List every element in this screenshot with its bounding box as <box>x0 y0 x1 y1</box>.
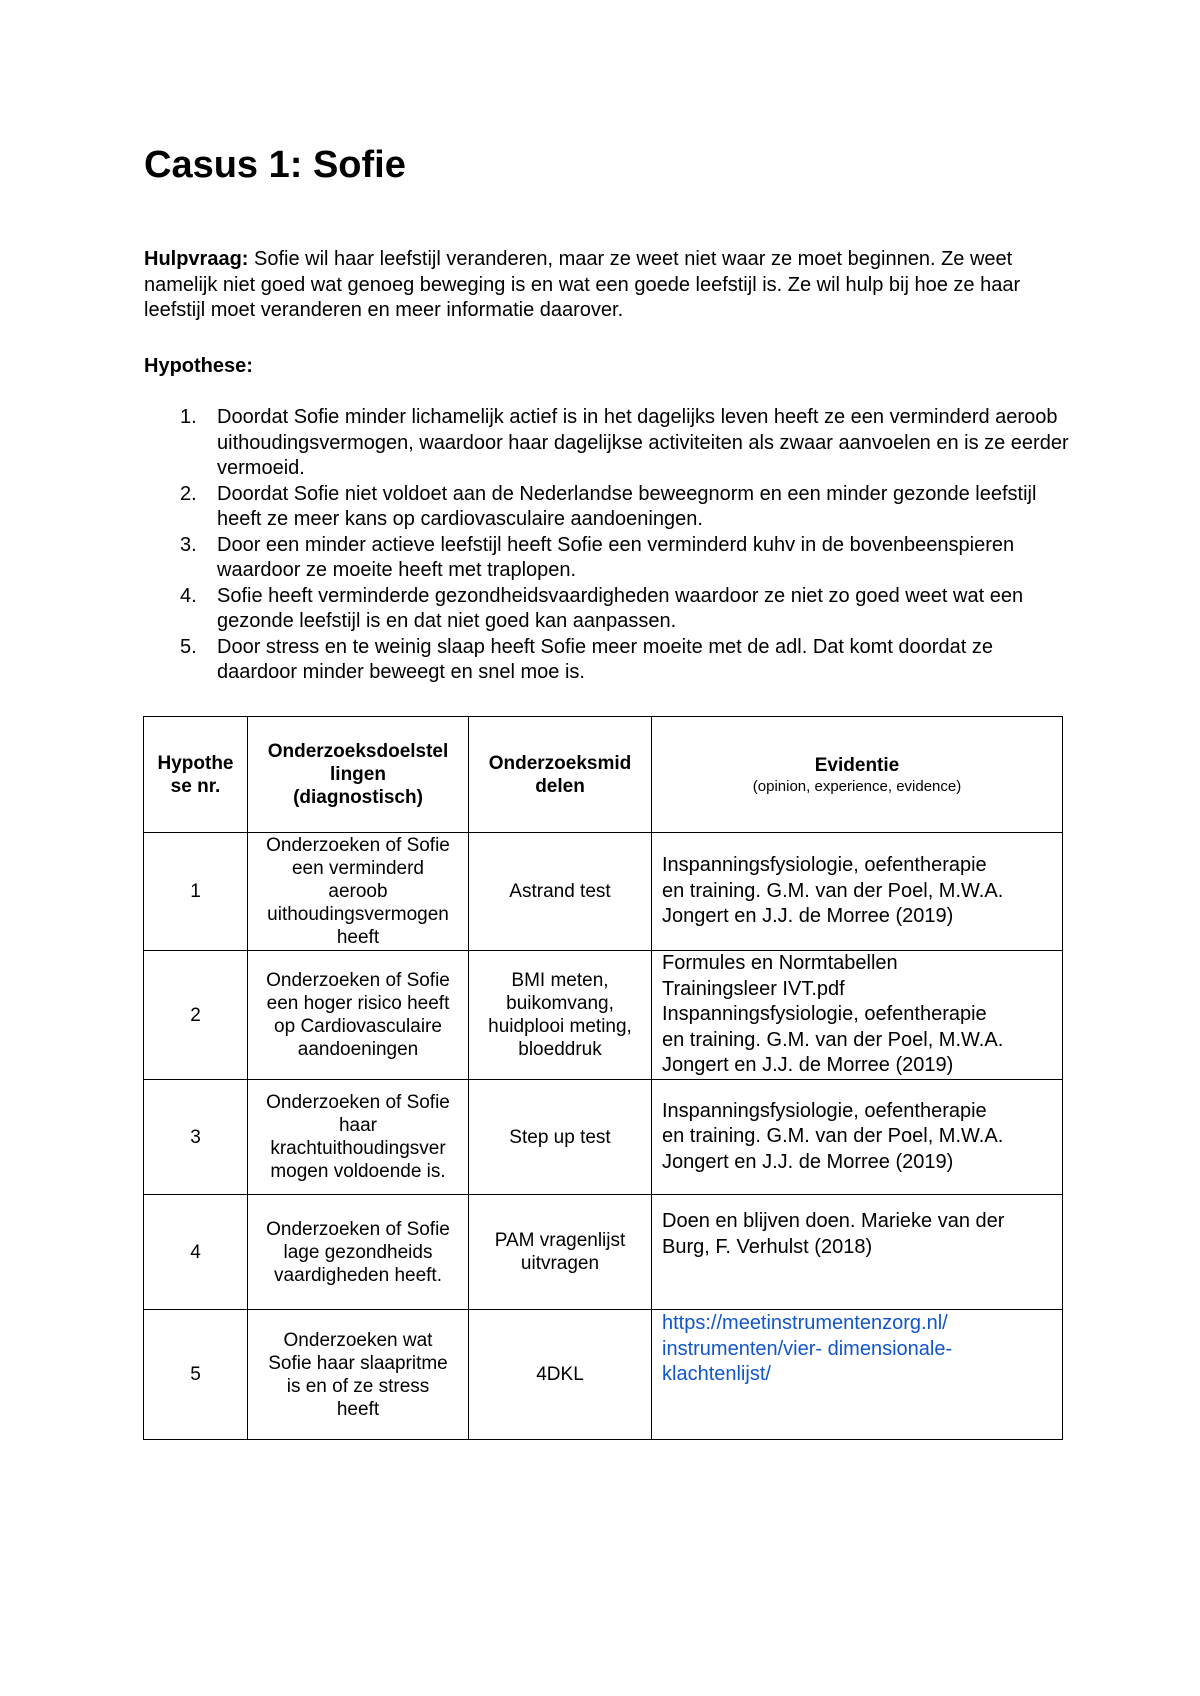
hypothesis-number: 4. <box>180 584 197 607</box>
cell-hypothesis-nr: 4 <box>144 1195 248 1310</box>
table-row <box>144 1195 1063 1310</box>
cell-hypothesis-nr: 5 <box>144 1310 248 1440</box>
hypothesis-text: Sofie heeft verminderde gezondheidsvaardigheden waardoor ze niet zo goed weet wat een gezonde leefstijl is en dat niet goed kan aanpassen. <box>217 584 1024 632</box>
cell-research-goal: Onderzoeken wat Sofie haar slaapritme is en of ze stress heeft <box>248 1310 469 1440</box>
cell-hypothesis-nr: 2 <box>144 951 248 1080</box>
help-question-text: Sofie wil haar leefstijl veranderen, maar ze weet niet waar ze moet beginnen. Ze weet namelijk niet goed wat genoeg beweging is en wat een goede leefstijl is. Ze wil hulp bij hoe ze haar leefstijl moet veranderen en meer informatie daarover. <box>144 248 1021 321</box>
evidence-link[interactable]: https://meetinstrumentenzorg.nl/ instrumenten/vier- dimensionale- klachtenlijst/ <box>662 1312 953 1385</box>
header-hypothesis-nr: Hypothe se nr. <box>144 717 248 833</box>
hypothesis-number: 3. <box>180 533 197 556</box>
cell-hypothesis-nr: 1 <box>144 833 248 951</box>
header-evidence-subtitle: (opinion, experience, evidence) <box>752 777 962 795</box>
header-evidence: Evidentie (opinion, experience, evidence) <box>652 717 1063 833</box>
cell-evidence: Formules en Normtabellen Trainingsleer IVT.pdf Inspanningsfysiologie, oefentherapie en training. G.M. van der Poel, M.W.A. Jongert en J.J. de Morree (2019) <box>652 951 1063 1080</box>
table-row <box>144 833 1063 951</box>
table-row <box>144 1310 1063 1440</box>
hypothesis-number: 1. <box>180 406 197 428</box>
cell-evidence: Inspanningsfysiologie, oefentherapie en training. G.M. van der Poel, M.W.A. Jongert en J.J. de Morree (2019) <box>652 833 1063 951</box>
hypothesis-item <box>144 635 1069 686</box>
cell-research-goal: Onderzoeken of Sofie een verminderd aeroob uithoudingsvermogen heeft <box>248 833 469 951</box>
cell-research-goal: Onderzoeken of Sofie een hoger risico heeft op Cardiovasculaire aandoeningen <box>248 951 469 1080</box>
cell-hypothesis-nr: 3 <box>144 1080 248 1195</box>
research-table <box>143 716 1063 1440</box>
hypothesis-number: 5. <box>180 635 197 658</box>
hypothesis-text: Doordat Sofie niet voldoet aan de Nederlandse beweegnorm en een minder gezonde leefstijl heeft ze meer kans op cardiovasculaire aandoeningen. <box>217 482 1037 530</box>
help-question-label: Hulpvraag: <box>144 248 249 270</box>
cell-evidence: Inspanningsfysiologie, oefentherapie en training. G.M. van der Poel, M.W.A. Jongert en J.J. de Morree (2019) <box>652 1080 1063 1195</box>
hypothesis-text: Door een minder actieve leefstijl heeft Sofie een verminderd kuhv in de bovenbeenspieren waardoor ze moeite heeft met traplopen. <box>217 533 1015 581</box>
cell-evidence: Doen en blijven doen. Marieke van der Burg, F. Verhulst (2018) <box>652 1195 1063 1310</box>
hypothesis-text: Door stress en te weinig slaap heeft Sofie meer moeite met de adl. Dat komt doordat ze daardoor minder beweegt en snel moe is. <box>217 635 993 683</box>
cell-research-goal: Onderzoeken of Sofie lage gezondheids vaardigheden heeft. <box>248 1195 469 1310</box>
hypothesis-item <box>144 405 1069 482</box>
hypothesis-item <box>144 584 1069 635</box>
cell-research-means: 4DKL <box>469 1310 652 1440</box>
hypothesis-item <box>144 533 1069 584</box>
table-row <box>144 1080 1063 1195</box>
cell-evidence <box>652 1310 1063 1440</box>
cell-research-goal: Onderzoeken of Sofie haar krachtuithoudingsver mogen voldoende is. <box>248 1080 469 1195</box>
cell-research-means: Step up test <box>469 1080 652 1195</box>
page-title: Casus 1: Sofie <box>144 144 406 186</box>
hypothesis-list <box>144 405 1069 686</box>
table-row <box>144 951 1063 1080</box>
header-research-goals: Onderzoeksdoelstel lingen (diagnostisch) <box>248 717 469 833</box>
hypothesis-title: Hypothese: <box>144 355 253 377</box>
hypothesis-item <box>144 482 1069 533</box>
cell-research-means: BMI meten, buikomvang, huidplooi meting, bloeddruk <box>469 951 652 1080</box>
hypothesis-text: Doordat Sofie minder lichamelijk actief is in het dagelijks leven heeft ze een verminderd aeroob uithoudingsvermogen, waardoor haar dagelijkse activiteiten als zwaar aanvoelen en is ze eerder vermoeid. <box>217 406 1069 479</box>
header-research-means: Onderzoeksmid delen <box>469 717 652 833</box>
table-header-row <box>144 717 1063 833</box>
help-question <box>144 247 1064 324</box>
hypothesis-number: 2. <box>180 482 197 505</box>
cell-research-means: Astrand test <box>469 833 652 951</box>
cell-research-means: PAM vragenlijst uitvragen <box>469 1195 652 1310</box>
